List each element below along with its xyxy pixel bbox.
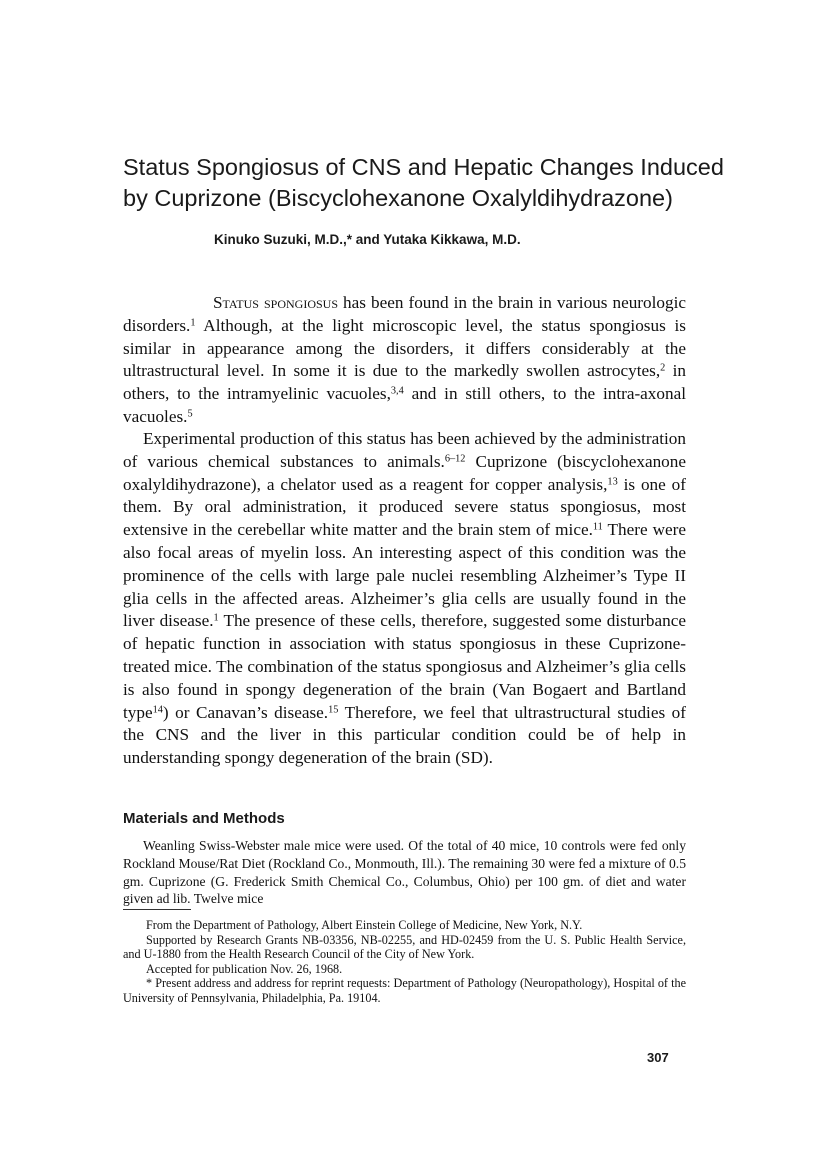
methods-paragraph: Weanling Swiss-Webster male mice were used. Of the total of 40 mice, 10 controls were fed only Rockland Mouse/Rat Diet (Rockland Co., Monmouth, Ill.). The remaining 30 were fed a mixture of 0.5 gm. Cuprizone (G. Frederick Smith Chemical Co., Columbus, Ohio) per 100 gm. of diet and water given ad lib. Twelve mice <box>123 838 686 907</box>
lead-small-caps: Status spongiosus <box>213 293 338 312</box>
reference-mark: 6–12 <box>444 453 466 465</box>
text-run: ) or Canavan’s disease. <box>162 702 329 722</box>
reference-mark: 2 <box>660 362 666 374</box>
text-run: in others, to the intramyelinic vacuoles, <box>123 361 686 404</box>
reference-mark: 5 <box>187 408 193 420</box>
footnote-accepted: Accepted for publication Nov. 26, 1968. <box>146 961 343 976</box>
footnote-funding: Supported by Research Grants NB-03356, NB-02255, and HD-02459 from the U. S. Public Health Service, and U-1880 from the Health Research Council of the City of New York. <box>123 932 686 962</box>
author-byline: Kinuko Suzuki, M.D.,* and Yutaka Kikkawa, M.D. <box>214 232 521 247</box>
footnote-reprint-address: * Present address and address for reprint requests: Department of Pathology (Neuropathology), Hospital of the University of Pennsylvania, Philadelphia, Pa. 19104. <box>123 976 686 1005</box>
text-run: Experimental production of this status has been achieved by the administration of various chemical substances to animals. <box>123 429 686 471</box>
text-run: is one of them. By oral administration, it produced severe status spongiosus, most extensive in the cerebellar white matter and the brain stem of mice. <box>123 474 686 540</box>
footnotes <box>123 918 686 1006</box>
text-run: has been found in the brain in various neurologic disorders. <box>123 293 686 335</box>
title-line-2: by Cuprizone (Biscyclohexanone Oxalyldihydrazone) <box>123 185 673 211</box>
text-run: The presence of these cells, therefore, suggested some disturbance of hepatic function in association with status spongiosus in these Cuprizone-treated mice. The combination of the status spongiosus and Alzheimer’s glia cells is also found in spongy degeneration of the brain (Van Bogaert and Bartland type <box>123 611 686 722</box>
reference-mark: 14 <box>152 703 163 715</box>
text-run: Although, at the light microscopic level, the status spongiosus is similar in appearance among the disorders, it differs considerably at the ultrastructural level. In some it is due to the markedly swollen astrocytes, <box>123 315 686 381</box>
reference-mark: 3,4 <box>390 385 404 397</box>
footnote-affiliation: From the Department of Pathology, Albert Einstein College of Medicine, New York, N.Y. <box>146 918 583 932</box>
text-run: and in still others, to the intra-axonal vacuoles. <box>123 384 686 426</box>
reference-mark: 1 <box>190 317 196 329</box>
text-run: Therefore, we feel that ultrastructural studies of the CNS and the liver in this particular condition could be of help in understanding spongy degeneration of the brain (SD). <box>123 702 686 768</box>
text-run: Cuprizone (biscyclohexanone oxalyldihydrazone), a chelator used as a reagent for copper analysis, <box>123 451 687 494</box>
reference-mark: 1 <box>213 612 219 624</box>
footnote-divider <box>123 909 191 910</box>
reference-mark: 15 <box>328 703 339 715</box>
page-number: 307 <box>647 1050 669 1065</box>
text-run: There were also focal areas of myelin loss. An interesting aspect of this condition was the prominence of the cells with large pale nuclei resembling Alzheimer’s Type II glia cells in the affected areas. Alzheimer’s glia cells are usually found in the liver disease. <box>123 520 686 631</box>
intro-paragraph-1 <box>123 292 686 429</box>
reference-mark: 11 <box>592 521 603 533</box>
reference-mark: 13 <box>607 475 618 487</box>
title-line-1: Status Spongiosus of CNS and Hepatic Changes Induced <box>123 154 724 180</box>
article-title <box>123 152 743 214</box>
section-heading-methods: Materials and Methods <box>123 810 285 827</box>
intro-paragraph-2 <box>123 428 686 770</box>
